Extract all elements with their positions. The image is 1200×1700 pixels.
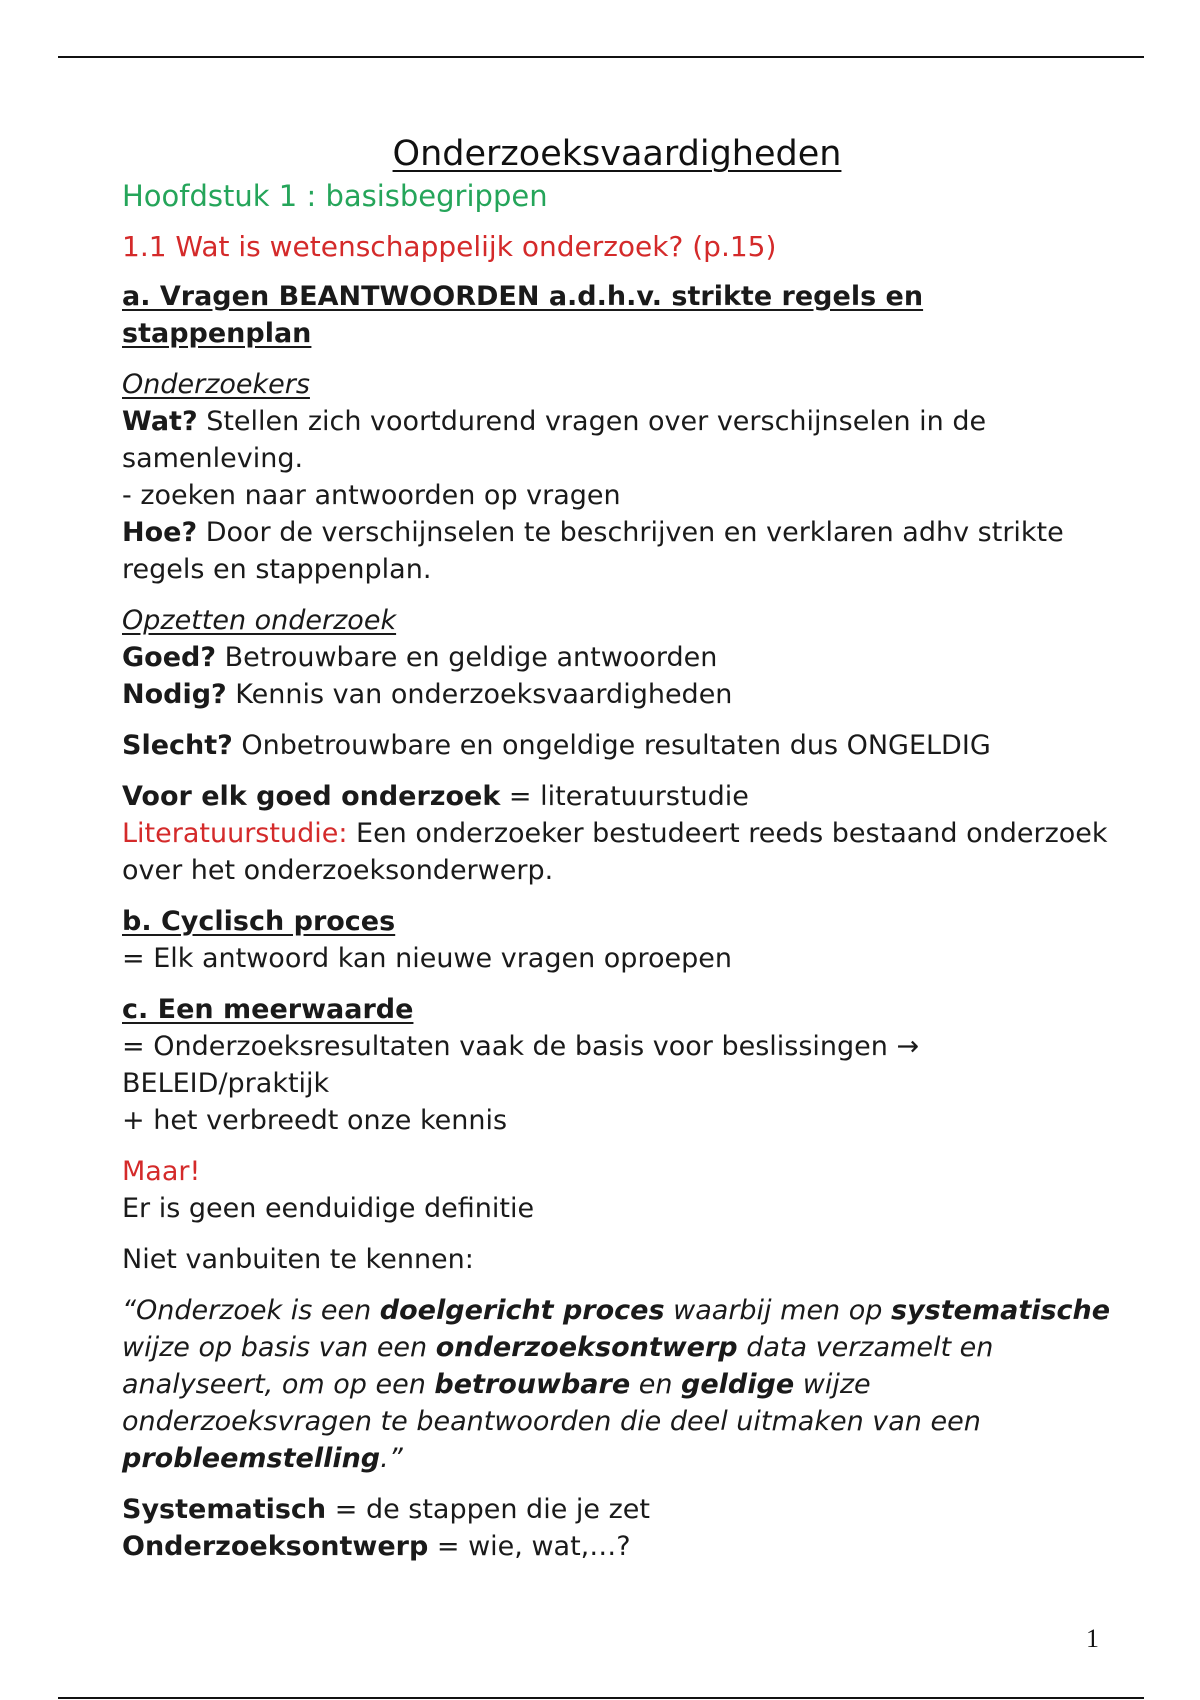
systematisch-text: = de stappen die je zet bbox=[326, 1494, 650, 1525]
researchers-subtitle: Onderzoekers bbox=[122, 369, 310, 400]
hoe-text: Door de verschijnselen te beschrijven en verklaren adhv strikte regels en stappenplan. bbox=[122, 517, 1064, 585]
voor-text: = literatuurstudie bbox=[500, 781, 749, 812]
part-c-line1: = Onderzoeksresultaten vaak de basis voor beslissingen → BELEID/praktijk bbox=[122, 1031, 920, 1099]
onderzoeksontwerp-line bbox=[122, 1528, 1112, 1565]
definition-q4: data verzamelt en analyseert, om op een bbox=[122, 1332, 994, 1400]
goed-text: Betrouwbare en geldige antwoorden bbox=[216, 642, 718, 673]
wat-text: Stellen zich voortdurend vragen over verschijnselen in de samenleving. bbox=[122, 406, 987, 474]
part-c-heading: c. Een meerwaarde bbox=[122, 994, 414, 1025]
part-b-heading: b. Cyclisch proces bbox=[122, 906, 396, 937]
page-number: 1 bbox=[1086, 1624, 1099, 1653]
section-heading: 1.1 Wat is wetenschappelijk onderzoek? (p.15) bbox=[122, 230, 777, 263]
systematisch-line bbox=[122, 1491, 1112, 1528]
bullet-line: - zoeken naar antwoorden op vragen bbox=[122, 480, 621, 511]
nodig-text: Kennis van onderzoeksvaardigheden bbox=[226, 679, 733, 710]
setup-subtitle: Opzetten onderzoek bbox=[122, 605, 397, 636]
definition-q7: .” bbox=[380, 1443, 403, 1474]
definition-quote bbox=[122, 1292, 1112, 1477]
hoe-paragraph bbox=[122, 514, 1112, 588]
definition-b4: betrouwbare bbox=[434, 1369, 631, 1400]
bottom-rule bbox=[58, 1697, 1144, 1699]
voor-line bbox=[122, 778, 1112, 815]
nodig-line bbox=[122, 676, 1112, 713]
onderzoeksontwerp-label: Onderzoeksontwerp bbox=[122, 1531, 429, 1562]
goed-line bbox=[122, 639, 1112, 676]
hoe-label: Hoe? bbox=[122, 517, 198, 548]
slecht-line bbox=[122, 727, 1112, 764]
definition-q1: “Onderzoek is een bbox=[122, 1295, 380, 1326]
literature-paragraph bbox=[122, 815, 1112, 889]
goed-label: Goed? bbox=[122, 642, 217, 673]
definition-q3: wijze op basis van een bbox=[122, 1332, 436, 1363]
chapter-heading: Hoofdstuk 1 : basisbegrippen bbox=[122, 179, 548, 213]
top-rule bbox=[58, 56, 1144, 58]
nodig-label: Nodig? bbox=[122, 679, 227, 710]
caveat-note: Niet vanbuiten te kennen: bbox=[122, 1244, 474, 1275]
caveat-text: Er is geen eenduidige definitie bbox=[122, 1193, 535, 1224]
slecht-text: Onbetrouwbare en ongeldige resultaten dus ONGELDIG bbox=[232, 730, 991, 761]
definition-b3: onderzoeksontwerp bbox=[435, 1332, 738, 1363]
definition-q2: waarbij men op bbox=[664, 1295, 891, 1326]
voor-label: Voor elk goed onderzoek bbox=[122, 781, 501, 812]
definition-q6: wijze onderzoeksvragen te beantwoorden die deel uitmaken van een bbox=[122, 1369, 981, 1437]
wat-paragraph bbox=[122, 403, 1112, 477]
definition-b2: systematische bbox=[891, 1295, 1111, 1326]
definition-b1: doelgericht proces bbox=[379, 1295, 665, 1326]
definition-q5: en bbox=[630, 1369, 682, 1400]
document-title: Onderzoeksvaardigheden bbox=[392, 134, 842, 174]
definition-b5: geldige bbox=[681, 1369, 795, 1400]
definition-b6: probleemstelling bbox=[122, 1443, 381, 1474]
wat-label: Wat? bbox=[122, 406, 198, 437]
literature-text: Een onderzoeker bestudeert reeds bestaand onderzoek over het onderzoeksonderwerp. bbox=[122, 818, 1108, 886]
slecht-label: Slecht? bbox=[122, 730, 233, 761]
part-a-heading: a. Vragen BEANTWOORDEN a.d.h.v. strikte regels en stappenplan bbox=[122, 281, 924, 349]
part-c-line2: + het verbreedt onze kennis bbox=[122, 1105, 508, 1136]
part-b-text: = Elk antwoord kan nieuwe vragen oproepen bbox=[122, 943, 732, 974]
systematisch-label: Systematisch bbox=[122, 1494, 327, 1525]
page-content bbox=[122, 132, 1112, 1565]
onderzoeksontwerp-text: = wie, wat,…? bbox=[428, 1531, 631, 1562]
literature-label: Literatuurstudie: bbox=[122, 818, 348, 849]
caveat-label: Maar! bbox=[122, 1156, 201, 1187]
